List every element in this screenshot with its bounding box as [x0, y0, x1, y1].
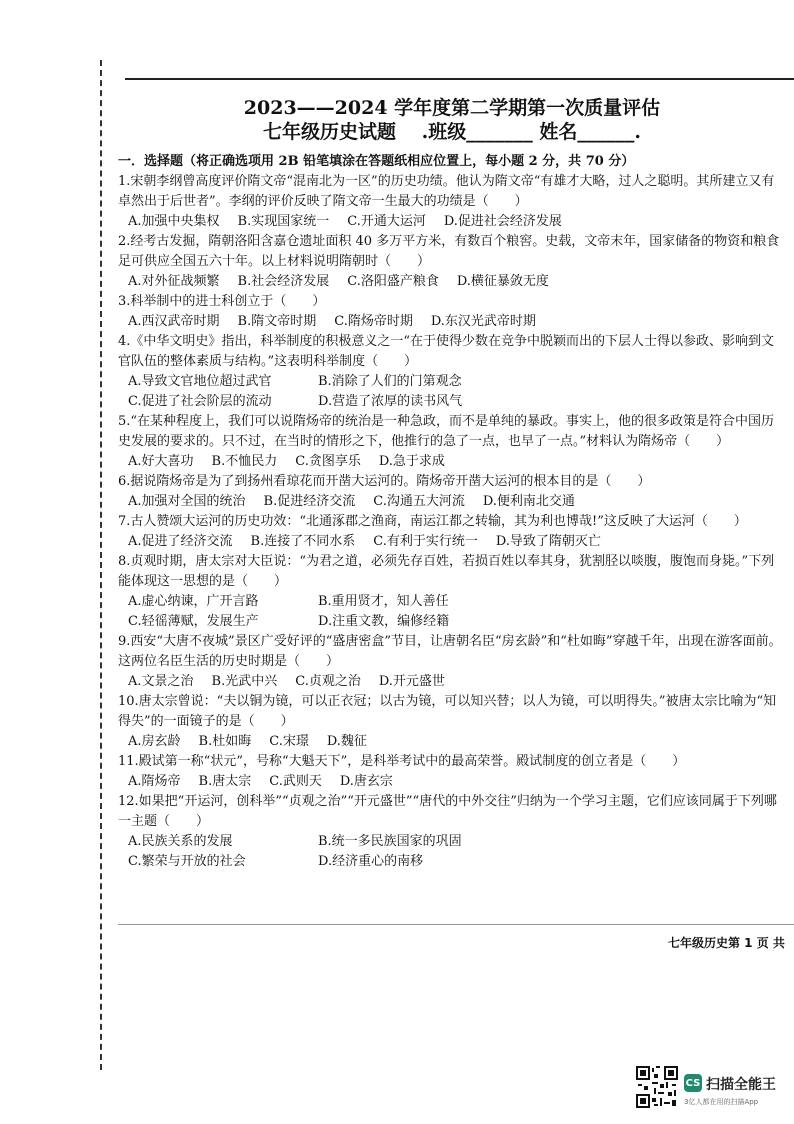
answer-option: C.宋璟 [269, 734, 309, 749]
answer-option: D.唐玄宗 [339, 774, 393, 789]
answer-option: B.隋文帝时期 [237, 314, 317, 329]
question-4 [118, 332, 786, 412]
question-5 [118, 412, 786, 472]
question-10 [118, 692, 786, 752]
question-11 [118, 752, 786, 792]
question-stem: 11.殿试第一称“状元”，号称“大魁天下”，是科举考试中的最高荣誉。殿试制度的创立者是（ ） [118, 754, 686, 769]
answer-option: B.消除了人们的门第观念 [318, 374, 462, 389]
option-list [128, 372, 786, 412]
answer-option: B.连接了不同水系 [250, 534, 356, 549]
exam-paper [118, 96, 786, 872]
scanner-tagline: 3亿人都在用的扫描App [684, 1098, 759, 1106]
answer-option: A.西汉武帝时期 [128, 314, 220, 329]
page-title: 2023——2024 学年度第二学期第一次质量评估 [243, 97, 661, 119]
answer-option: B.唐太宗 [198, 774, 252, 789]
answer-option: A.虚心纳谏，广开言路 [128, 594, 259, 609]
question-9 [118, 632, 786, 692]
answer-option: C.繁荣与开放的社会 [128, 854, 246, 869]
question-3 [118, 292, 786, 332]
question-stem: 5.“在某种程度上，我们可以说隋炀帝的统治是一种急政，而不是单纯的暴政。事实上，他的很多政策是符合中国历史发展的要求的。只不过，在当时的情形之下，他推行的急了一点，也早了一点。”材料认为隋炀帝（ ） [118, 414, 775, 449]
answer-option: C.贪图享乐 [295, 454, 361, 469]
option-list [128, 212, 786, 232]
question-stem: 9.西安“大唐不夜城”景区广受好评的“盛唐密盒”节目，让唐朝名臣“房玄龄”和“杜如晦”穿越千年，出现在游客面前。这两位名臣生活的历史时期是（ ） [118, 634, 782, 669]
answer-option: B.重用贤才，知人善任 [318, 594, 449, 609]
answer-option: D.经济重心的南移 [318, 854, 424, 869]
question-stem: 12.如果把“开运河，创科举”“贞观之治”“开元盛世”“唐代的中外交往”归纳为一个学习主题，它们应该同属于下列哪一主题（ ） [118, 794, 777, 829]
question-stem: 8.贞观时期，唐太宗对大臣说：“为君之道，必须先存百姓，若损百姓以奉其身，犹割胫以啖腹，腹饱而身毙。”下列能体现这一思想的是（ ） [118, 554, 775, 589]
answer-option: A.加强中央集权 [128, 214, 220, 229]
answer-option: A.对外征战频繁 [128, 274, 220, 289]
answer-option: C.贞观之治 [295, 674, 361, 689]
answer-option: D.东汉光武帝时期 [430, 314, 536, 329]
answer-option: C.促进了社会阶层的流动 [128, 394, 272, 409]
answer-option: A.好大喜功 [128, 454, 194, 469]
footer-rule [118, 924, 794, 925]
option-list [128, 272, 786, 292]
question-stem: 10.唐太宗曾说：“夫以铜为镜，可以正衣冠；以古为镜，可以知兴替；以人为镜，可以明得失。”被唐太宗比喻为“知得失”的一面镜子的是（ ） [118, 694, 777, 729]
answer-option: A.民族关系的发展 [128, 834, 233, 849]
answer-option: D.营造了浓厚的读书风气 [318, 394, 463, 409]
option-list [128, 452, 786, 472]
question-8 [118, 552, 786, 632]
question-list [118, 172, 786, 872]
page-number-label: 七年级历史第 1 页 共 [668, 936, 785, 950]
answer-option: C.武则天 [269, 774, 322, 789]
question-6 [118, 472, 786, 512]
option-list [128, 772, 786, 792]
top-rule [125, 78, 794, 80]
option-list [128, 312, 786, 332]
option-list [128, 672, 786, 692]
question-stem: 6.据说隋炀帝是为了到扬州看琼花而开凿大运河的。隋炀帝开凿大运河的根本目的是（ ） [118, 474, 651, 489]
answer-option: B.社会经济发展 [237, 274, 330, 289]
answer-option: B.实现国家统一 [237, 214, 330, 229]
answer-option: A.加强对全国的统治 [128, 494, 246, 509]
answer-option: C.开通大运河 [347, 214, 426, 229]
page-subtitle: 七年级历史试题 .班级_______ 姓名______. [263, 121, 641, 143]
answer-option: D.急于求成 [378, 454, 445, 469]
answer-option: B.光武中兴 [211, 674, 278, 689]
option-list [128, 592, 786, 632]
scanner-logo-icon: CS [684, 1074, 702, 1092]
answer-option: A.导致文官地位超过武官 [128, 374, 272, 389]
question-12 [118, 792, 786, 872]
question-1 [118, 172, 786, 232]
option-list [128, 532, 786, 552]
answer-option: B.统一多民族国家的巩固 [318, 834, 462, 849]
section-heading: 一．选择题（将正确选项用 2B 铅笔填涂在答题纸相应位置上，每小题 2 分，共 70 分） [118, 154, 635, 169]
answer-option: C.轻徭薄赋，发展生产 [128, 614, 259, 629]
answer-option: D.魏征 [326, 734, 367, 749]
answer-option: D.横征暴敛无度 [456, 274, 549, 289]
answer-option: A.隋炀帝 [128, 774, 181, 789]
qr-code-icon [636, 1066, 678, 1108]
question-stem: 4.《中华文明史》指出，科举制度的积极意义之一“在于使得少数在竞争中脱颖而出的下层人士得以参政、影响到文官队伍的整体素质与结构。”这表明科举制度（ ） [118, 334, 775, 369]
question-2 [118, 232, 786, 292]
answer-option: B.不恤民力 [211, 454, 278, 469]
question-stem: 3.科举制中的进士科创立于（ ） [118, 294, 326, 309]
answer-option: D.便利南北交通 [482, 494, 575, 509]
answer-option: D.开元盛世 [378, 674, 445, 689]
answer-option: D.促进社会经济发展 [443, 214, 562, 229]
option-list [128, 832, 786, 872]
scanner-app-name: 扫描全能王 [706, 1077, 776, 1093]
answer-option: A.促进了经济交流 [128, 534, 233, 549]
binding-dashed-line [100, 60, 102, 1070]
question-stem: 2.经考古发掘，隋朝洛阳含嘉仓遗址面积 40 多万平方米，有数百个粮窖。史载，文帝末年，国家储备的物资和粮食足可供应全国五六十年。以上材料说明隋朝时（ ） [118, 234, 780, 269]
answer-option: C.洛阳盛产粮食 [347, 274, 439, 289]
answer-option: C.隋炀帝时期 [334, 314, 413, 329]
answer-option: D.导致了隋朝灭亡 [495, 534, 601, 549]
answer-option: A.房玄龄 [128, 734, 181, 749]
option-list [128, 732, 786, 752]
answer-option: D.注重文教，编修经籍 [318, 614, 450, 629]
question-7 [118, 512, 786, 552]
answer-option: A.文景之治 [128, 674, 194, 689]
answer-option: B.杜如晦 [198, 734, 252, 749]
question-stem: 1.宋朝李纲曾高度评价隋文帝“混南北为一区”的历史功绩。他认为隋文帝“有雄才大略，过人之聪明。其所建立又有卓然出于后世者”。李纲的评价反映了隋文帝一生最大的功绩是（ ） [118, 174, 775, 209]
answer-option: C.沟通五大河流 [373, 494, 465, 509]
question-stem: 7.古人赞颂大运河的历史功效：“北通涿郡之渔商，南运江都之转输，其为利也博哉!”这反映了大运河（ ） [118, 514, 747, 529]
answer-option: B.促进经济交流 [263, 494, 356, 509]
option-list [128, 492, 786, 512]
answer-option: C.有利于实行统一 [373, 534, 478, 549]
